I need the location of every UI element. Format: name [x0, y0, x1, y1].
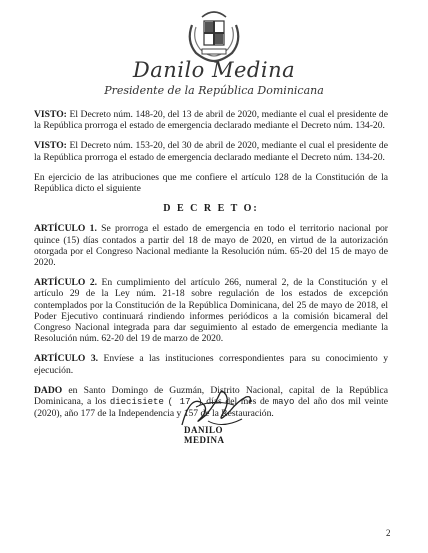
visto-text: El Decreto núm. 148-20, del 13 de abril de 2020, mediante el cual el presidente de la República prorroga el estado de emergencia declarado mediante el Decreto núm. 134-20. — [34, 109, 388, 132]
dado-label: DADO — [34, 384, 63, 396]
visto-paragraph-2 — [34, 140, 388, 162]
dado-text-a: en Santo Domingo de Guzmán, Distrito Nacional, capital de la República Dominicana, a los — [34, 384, 388, 408]
dado-month: mayo — [272, 397, 295, 408]
articulo-label: ARTÍCULO 1. — [34, 223, 97, 235]
articulo-label: ARTÍCULO 3. — [34, 353, 99, 365]
articulo-label: ARTÍCULO 2. — [34, 277, 98, 289]
articulo-3 — [34, 353, 388, 375]
visto-paragraph-1 — [34, 109, 388, 131]
articulo-text: Se prorroga el estado de emergencia en todo el territorio nacional por quince (15) días contados a partir del 18 de mayo de 2020, en virtud de la autorización otorgada por el Congreso Nacional mediante la Resolución núm. 65-20 del 15 de mayo de 2020. — [34, 223, 388, 269]
preamble-paragraph: En ejercicio de las atribuciones que me confiere el artículo 128 de la Constitución de la República dicto el siguiente — [34, 171, 388, 195]
decree-heading: D E C R E T O: — [163, 203, 259, 215]
letterhead-president-title: Presidente de la República Dominicana — [104, 84, 324, 97]
articulo-text: Envíese a las instituciones correspondientes para su conocimiento y ejecución. — [34, 353, 388, 376]
articulo-2 — [34, 277, 388, 344]
signature-name: DANILO MEDINA — [184, 425, 225, 445]
decree-body — [34, 109, 388, 428]
dado-text-b: días del mes de — [202, 396, 273, 408]
dado-day-word: diecisiete — [109, 397, 164, 408]
visto-text: El Decreto núm. 153-20, del 30 de abril de 2020, mediante el cual el presidente de la República prorroga el estado de emergencia declarado mediante el Decreto núm. 134-20. — [34, 140, 388, 163]
visto-label: VISTO: — [34, 109, 67, 120]
articulo-1 — [34, 223, 388, 268]
dado-text-c: del año dos mil veinte (2020), año 177 de la Independencia y 157 de la Restauración. — [34, 396, 389, 420]
page-number: 2 — [386, 528, 391, 538]
letterhead-president-name: Danilo Medina — [132, 58, 296, 82]
dado-day-number: ( 17 ) — [167, 397, 203, 408]
articulo-text: En cumplimiento del artículo 266, numeral 2, de la Constitución y el artículo 29 de la Ley núm. 21-18 sobre regulación de los estados de excepción contemplados por la Constitución de la República Dominicana, del 25 de mayo de 2018, el Poder Ejecutivo continuará rindiendo informes periódicos a la comisión bicameral del Congreso Nacional integrada para dar seguimiento al estado de emergencia mediante la Resolución núm. 62-20 del 19 de marzo de 2020. — [34, 277, 389, 345]
visto-label: VISTO: — [34, 140, 67, 152]
coat-of-arms-seal — [184, 5, 244, 63]
